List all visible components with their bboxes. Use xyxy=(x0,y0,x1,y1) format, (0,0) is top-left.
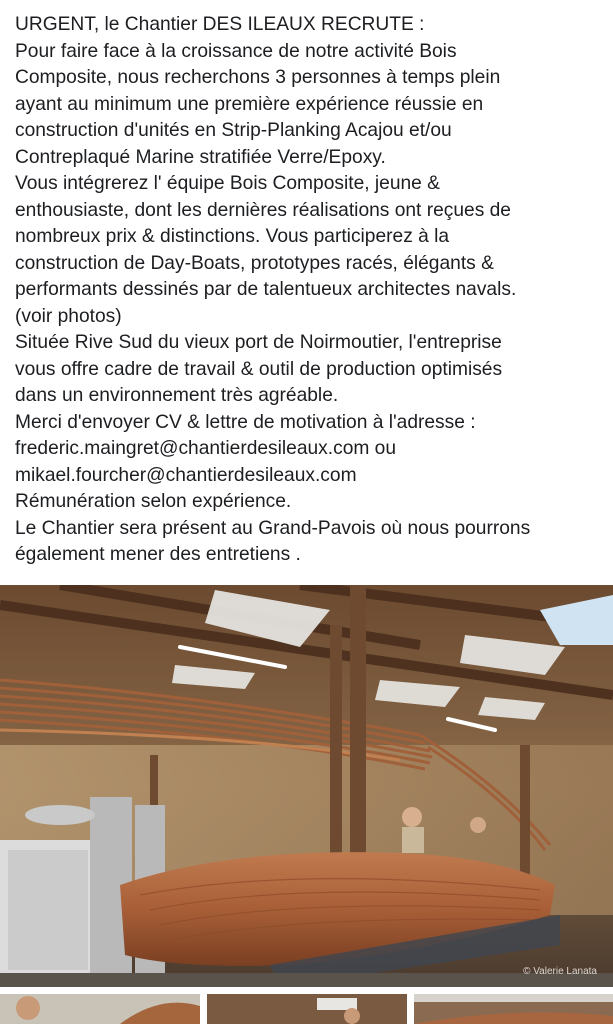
email-link-frederic[interactable]: frederic.maingret@chantierdesileaux.com ou xyxy=(15,438,397,459)
post-line: Le Chantier sera présent au Grand-Pavois où nous pourrons xyxy=(15,517,531,539)
workshop-photo-illustration xyxy=(0,585,613,987)
post-line: (voir photos) xyxy=(15,305,122,327)
post-line: Composite, nous recherchons 3 personnes à temps plein xyxy=(15,67,501,88)
post-line: performants dessinés par de talentueux architectes navals. xyxy=(15,279,517,300)
post-line: Située Rive Sud du vieux port de Noirmoutier, l'entreprise xyxy=(15,332,502,353)
workshop-photo[interactable] xyxy=(0,585,613,987)
thumbnail-1-image xyxy=(0,994,200,1024)
post-line-title: URGENT, le Chantier DES ILEAUX RECRUTE : xyxy=(15,14,425,35)
post-line: vous offre cadre de travail & outil de production optimisés xyxy=(15,358,503,380)
post-line: construction de Day-Boats, prototypes racés, élégants & xyxy=(15,252,494,274)
post-line: Contreplaqué Marine stratifiée Verre/Epoxy. xyxy=(15,146,386,168)
post-line: Vous intégrerez l' équipe Bois Composite, jeune & xyxy=(15,173,440,194)
post-line: également mener des entretiens . xyxy=(15,544,301,565)
email-link-mikael[interactable]: mikael.fourcher@chantierdesileaux.com xyxy=(15,464,357,486)
post-line: Pour faire face à la croissance de notre activité Bois xyxy=(15,40,457,62)
photo-thumbnails xyxy=(0,994,613,1024)
photo-credit: © Valerie Lanata xyxy=(523,966,597,977)
thumbnail-3-image xyxy=(414,994,613,1024)
thumbnail-3[interactable] xyxy=(414,994,613,1024)
post-line: enthousiaste, dont les dernières réalisations ont reçues de xyxy=(15,199,511,221)
post-line: Rémunération selon expérience. xyxy=(15,491,292,512)
post-line: dans un environnement très agréable. xyxy=(15,385,339,406)
post-line: construction d'unités en Strip-Planking Acajou et/ou xyxy=(15,120,452,141)
thumbnail-2-image xyxy=(207,994,407,1024)
post-line: ayant au minimum une première expérience réussie en xyxy=(15,93,484,115)
thumbnail-1[interactable] xyxy=(0,994,200,1024)
post-body xyxy=(15,12,605,569)
post-line: Merci d'envoyer CV & lettre de motivation à l'adresse : xyxy=(15,411,476,433)
thumbnail-2[interactable] xyxy=(207,994,407,1024)
post-line: nombreux prix & distinctions. Vous participerez à la xyxy=(15,226,450,247)
